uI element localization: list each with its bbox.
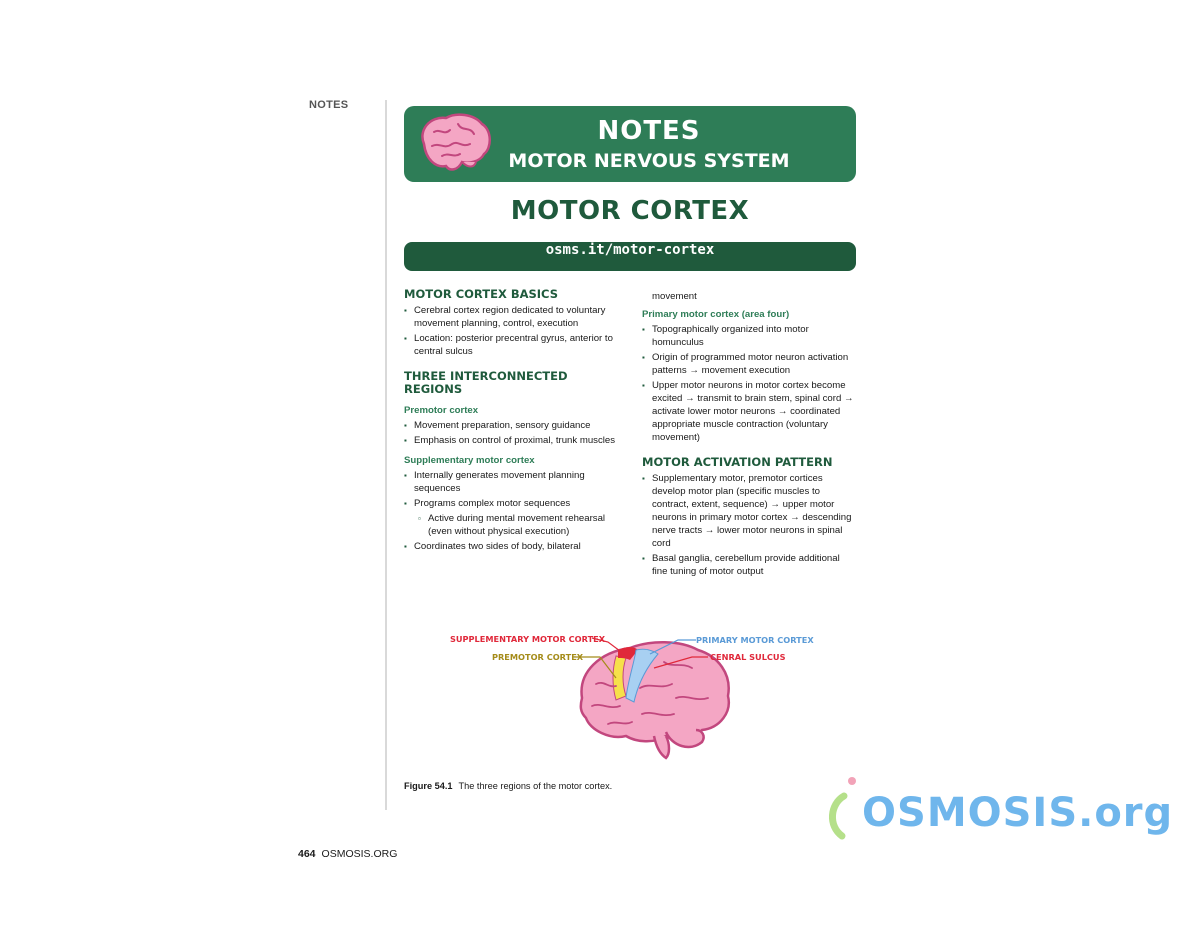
header-banner bbox=[404, 106, 856, 182]
caption-label: Figure 54.1 bbox=[404, 781, 453, 791]
premotor-heading: Premotor cortex bbox=[404, 405, 479, 416]
page-number: 464 bbox=[298, 848, 316, 860]
primary-item: ▪ Upper motor neurons in motor cortex become excited → transmit to brain stem, spinal cord → activate lower motor neurons → coordinated appropriate muscle contraction (voluntary movement) bbox=[642, 379, 857, 444]
premotor-item: ▪ Movement preparation, sensory guidance bbox=[404, 419, 626, 432]
primary-item: ▪ Topographically organized into motor homunculus bbox=[642, 323, 857, 349]
motor-cortex-figure bbox=[440, 628, 820, 768]
activation-heading: MOTOR ACTIVATION PATTERN bbox=[642, 455, 833, 469]
sma-subitem: ▫ Active during mental movement rehearsal (even without physical execution) bbox=[404, 512, 626, 538]
brain-icon bbox=[414, 110, 494, 178]
sma-label: SUPPLEMENTARY MOTOR CORTEX bbox=[450, 634, 606, 644]
sma-item: ▪ Internally generates movement planning sequences bbox=[404, 469, 626, 495]
page-title: MOTOR CORTEX bbox=[510, 196, 750, 226]
premotor-label: PREMOTOR CORTEX bbox=[492, 652, 584, 662]
basics-heading: MOTOR CORTEX BASICS bbox=[404, 287, 558, 301]
figure-caption bbox=[404, 781, 612, 791]
page-footer bbox=[298, 848, 397, 860]
banner-subtitle: MOTOR NERVOUS SYSTEM bbox=[508, 150, 790, 172]
regions-heading: THREE INTERCONNECTED REGIONS bbox=[404, 369, 568, 396]
sulcus-label: CENRAL SULCUS bbox=[710, 652, 786, 662]
primary-label: PRIMARY MOTOR CORTEX bbox=[696, 635, 814, 645]
basics-item: ▪ Location: posterior precentral gyrus, anterior to central sulcus bbox=[404, 332, 626, 358]
caption-text: The three regions of the motor cortex. bbox=[458, 781, 613, 791]
osmosis-logo bbox=[824, 774, 1174, 844]
logo-text: OSMOSIS.org bbox=[862, 790, 1174, 836]
continued-text: movement bbox=[652, 291, 697, 302]
premotor-item: ▪ Emphasis on control of proximal, trunk muscles bbox=[404, 434, 626, 447]
activation-item: ▪ Supplementary motor, premotor cortices develop motor plan (specific muscles to contract, extent, sequence) → upper motor neurons in primary motor cortex → descending nerve tracts → lower motor neurons in spinal cord bbox=[642, 472, 857, 550]
page-divider bbox=[385, 100, 387, 810]
left-column bbox=[404, 288, 626, 555]
primary-item: ▪ Origin of programmed motor neuron activation patterns → movement execution bbox=[642, 351, 857, 377]
side-notes-label: NOTES bbox=[309, 99, 349, 111]
sma-item: ▪ Coordinates two sides of body, bilateral bbox=[404, 540, 626, 553]
basics-item: ▪ Cerebral cortex region dedicated to voluntary movement planning, control, execution bbox=[404, 304, 626, 330]
footer-site: OSMOSIS.ORG bbox=[321, 848, 398, 860]
sma-heading: Supplementary motor cortex bbox=[404, 455, 535, 466]
primary-heading: Primary motor cortex (area four) bbox=[642, 309, 790, 320]
right-column bbox=[642, 290, 857, 580]
brain-diagram bbox=[440, 628, 820, 768]
activation-item: ▪ Basal ganglia, cerebellum provide additional fine tuning of motor output bbox=[642, 552, 857, 578]
banner-title: NOTES bbox=[597, 116, 701, 146]
topic-link[interactable]: osms.it/motor-cortex bbox=[404, 242, 856, 271]
sma-item: ▪ Programs complex motor sequences bbox=[404, 497, 626, 510]
